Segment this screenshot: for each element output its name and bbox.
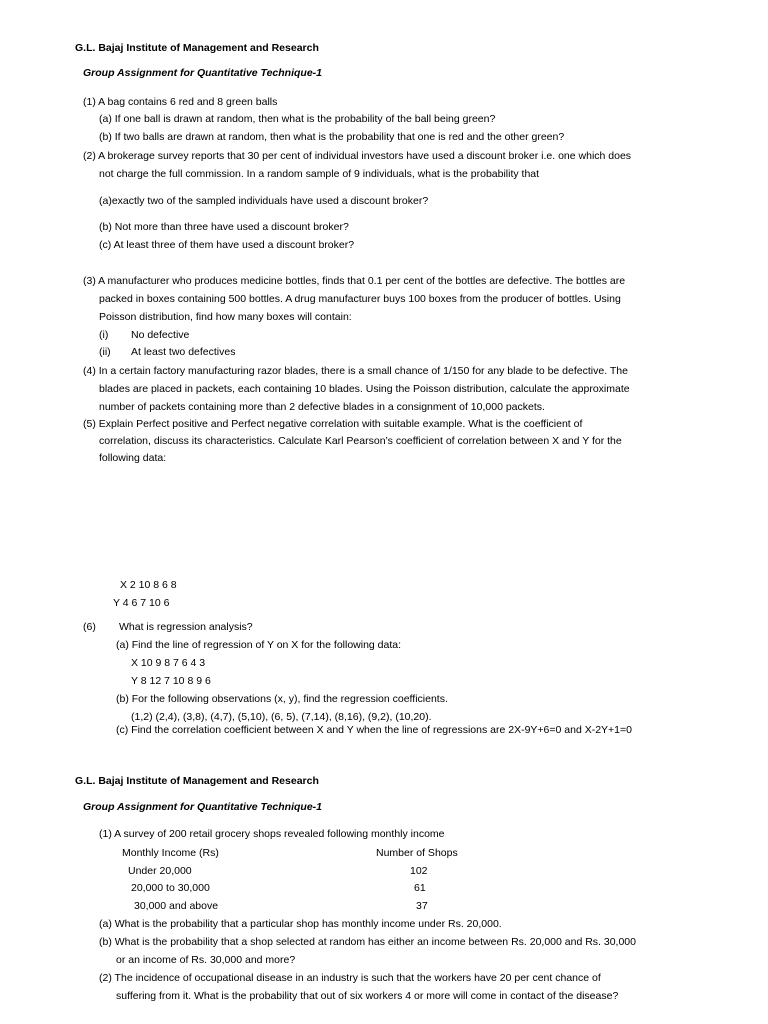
text-line: 61: [414, 882, 426, 894]
text-line: (a)exactly two of the sampled individuals have used a discount broker?: [99, 195, 429, 207]
text-line: suffering from it. What is the probability that out of six workers 4 or more will come in contact of the disease?: [116, 990, 619, 1002]
text-line: (4) In a certain factory manufacturing razor blades, there is a small chance of 1/150 for any blade to be defective. The: [83, 365, 628, 377]
text-line: (6): [83, 621, 96, 633]
text-line: 102: [410, 865, 428, 877]
text-line: (b) If two balls are drawn at random, then what is the probability that one is red and the other green?: [99, 131, 565, 143]
text-line: No defective: [131, 329, 190, 341]
text-line: (2) The incidence of occupational disease in an industry is such that the workers have 20 per cent chance of: [99, 972, 601, 984]
text-line: (c) At least three of them have used a discount broker?: [99, 239, 355, 251]
text-line: (b) What is the probability that a shop selected at random has either an income between Rs. 20,000 and Rs. 30,000: [99, 936, 636, 948]
text-line: G.L. Bajaj Institute of Management and Research: [75, 42, 319, 54]
text-line: following data:: [99, 452, 167, 464]
text-line: X 10 9 8 7 6 4 3: [131, 657, 206, 669]
text-line: (b) Not more than three have used a discount broker?: [99, 221, 349, 233]
text-line: Y 4 6 7 10 6: [113, 597, 170, 609]
text-line: (c) Find the correlation coefficient between X and Y when the line of regressions are 2X-9Y+6=0 and X-2Y+1=0: [116, 724, 632, 736]
text-line: Poisson distribution, find how many boxes will contain:: [99, 311, 352, 323]
text-line: (1,2) (2,4), (3,8), (4,7), (5,10), (6, 5), (7,14), (8,16), (9,2), (10,20).: [131, 711, 432, 723]
text-line: At least two defectives: [131, 346, 236, 358]
text-line: (2) A brokerage survey reports that 30 per cent of individual investors have used a discount broker i.e. one which does: [83, 150, 632, 162]
text-line: (ii): [99, 346, 111, 358]
text-line: What is regression analysis?: [119, 621, 253, 633]
text-line: (1) A survey of 200 retail grocery shops revealed following monthly income: [99, 828, 445, 840]
text-line: Group Assignment for Quantitative Technique-1: [83, 67, 322, 79]
text-line: number of packets containing more than 2 defective blades in a consignment of 10,000 packets.: [99, 401, 545, 413]
text-line: Group Assignment for Quantitative Technique-1: [83, 801, 322, 813]
text-line: Number of Shops: [376, 847, 458, 859]
text-line: X 2 10 8 6 8: [120, 579, 177, 591]
text-line: (a) If one ball is drawn at random, then what is the probability of the ball being green?: [99, 113, 496, 125]
text-line: (3) A manufacturer who produces medicine bottles, finds that 0.1 per cent of the bottles are defective. The bottles are: [83, 275, 626, 287]
text-line: not charge the full commission. In a random sample of 9 individuals, what is the probability that: [99, 168, 540, 180]
text-line: packed in boxes containing 500 bottles. A drug manufacturer buys 100 boxes from the producer of bottles. Using: [99, 293, 621, 305]
text-line: (a) Find the line of regression of Y on X for the following data:: [116, 639, 402, 651]
text-line: blades are placed in packets, each containing 10 blades. Using the Poisson distribution, calculate the approximate: [99, 383, 630, 395]
text-line: 30,000 and above: [134, 900, 219, 912]
text-line: correlation, discuss its characteristics. Calculate Karl Pearson’s coefficient of correlation between X and Y for the: [99, 435, 622, 447]
text-line: Monthly Income (Rs): [122, 847, 219, 859]
text-line: 20,000 to 30,000: [131, 882, 210, 894]
text-line: Under 20,000: [128, 865, 192, 877]
text-line: (1) A bag contains 6 red and 8 green balls: [83, 96, 278, 108]
text-line: (b) For the following observations (x, y), find the regression coefficients.: [116, 693, 448, 705]
text-line: (5) Explain Perfect positive and Perfect negative correlation with suitable example. What is the coefficient of: [83, 418, 583, 430]
text-line: (a) What is the probability that a particular shop has monthly income under Rs. 20,000.: [99, 918, 502, 930]
text-line: Y 8 12 7 10 8 9 6: [131, 675, 211, 687]
text-line: 37: [416, 900, 428, 912]
text-line: (i): [99, 329, 109, 341]
text-line: G.L. Bajaj Institute of Management and Research: [75, 775, 319, 787]
text-line: or an income of Rs. 30,000 and more?: [116, 954, 296, 966]
